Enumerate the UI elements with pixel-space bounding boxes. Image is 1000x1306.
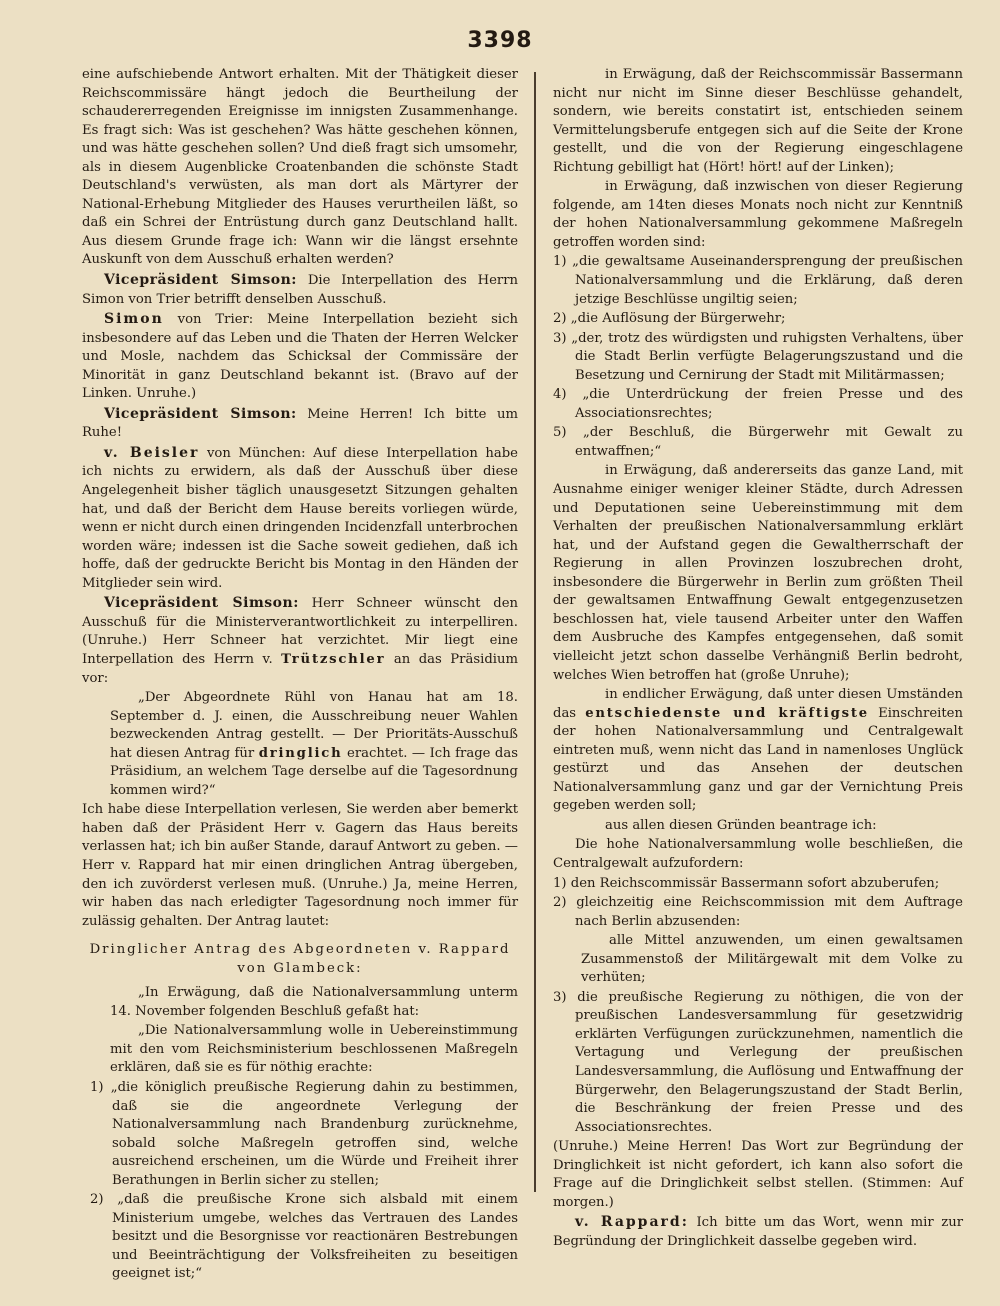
paragraph: in Erwägung, daß inzwischen von dieser Regierung folgende, am 14ten dieses Monats noch nicht zur Kenntniß der hohen Nationalversammlung gekommene Maßregeln getroffen worden sind: <box>553 179 963 250</box>
paragraph-text: in endlicher Erwägung, daß unter diesen Umständen das <box>553 687 963 721</box>
item-text: den Reichscommissär Bassermann sofort abzuberufen; <box>570 875 940 891</box>
speaker-name: v. Rappard: <box>575 1214 689 1231</box>
numbered-item <box>553 386 963 423</box>
item-number: 5) <box>553 425 567 441</box>
speaker-name: Simon <box>104 311 164 328</box>
paragraph-text: Meine Herren! Ich bitte um Ruhe! <box>82 406 518 441</box>
paragraph-text: von München: Auf diese Interpellation habe ich nichts zu erwidern, als daß der Ausschuß über diese Angelegenheit bisher täglich unausgesetzt Sitzungen gehalten hat, und daß der Bericht dem Hause bereits vorliegen würde, wenn er nicht durch einen dringenden Incidenzfall unterbrochen worden wäre; indessen ist die Sache soweit gediehen, daß ich hoffe, daß der gedruckte Bericht bis Montag in den Händen der Mitglieder sein wird. <box>82 445 518 591</box>
paragraph-text: an das Präsidium vor: <box>82 651 518 686</box>
speaker-name: Vicepräsident Simson: <box>104 272 297 289</box>
paragraph: eine aufschiebende Antwort erhalten. Mit der Thätigkeit dieser Reichscommissäre hängt jedoch die Beurtheilung der schaudererregenden Ereignisse im innigsten Zusammenhange. Es fragt sich: Was ist geschehen? Was hätte geschehen können, und was hätte geschehen sollen? Und dieß fragt sich umsomehr, als in diesem Augenblicke Croatenbanden die schönste Stadt Deutschland's verwüsten, als man dort als Märtyrer der National-Erhebung Mitglieder des Hauses verurtheilen läßt, so daß ein Schrei der Entrüstung durch ganz Deutschland hallt. Aus diesem Grunde frage ich: Wann wir die längst ersehnte Auskunft von dem Ausschuß erhalten werden? <box>82 67 518 268</box>
numbered-item <box>82 1079 518 1190</box>
item-number: 2) <box>553 311 567 327</box>
item-text: „die königlich preußische Regierung dahin zu bestimmen, daß sie die angeordnete Verlegung der Nationalversammlung nach Brandenburg zurücknehme, sobald solche Maßregeln getroffen sind, welche ausreichend erscheinen, um die Würde und Freiheit ihrer Berathungen in Berlin sicher zu stellen; <box>110 1079 518 1188</box>
paragraph <box>82 594 518 688</box>
speaker-name: Vicepräsident Simson: <box>104 595 299 612</box>
page-number: 3398 <box>467 28 533 53</box>
item-text: „die gewaltsame Auseinandersprengung der preußischen Nationalversammlung und die Erklärung, daß deren jetzige Beschlüsse ungiltig seien; <box>572 254 963 307</box>
numbered-item <box>82 1191 518 1284</box>
paragraph: „Die Nationalversammlung wolle in Uebereinstimmung mit den vom Reichsministerium beschlossenen Maßregeln erklären, daß sie es für nöthig erachte: <box>110 1023 518 1076</box>
item-text: „der Beschluß, die Bürgerwehr mit Gewalt zu entwaffnen;“ <box>575 425 963 459</box>
item-number: 1) <box>553 875 567 891</box>
item-number: 1) <box>553 254 567 270</box>
numbered-item <box>553 989 963 1137</box>
motion-title: Dringlicher Antrag des Abgeordneten v. Rappard von Glambeck: <box>89 942 511 976</box>
paragraph-text: „Der Abgeordnete Rühl von Hanau hat am 18. September d. J. einen, die Ausschreibung neuer Wahlen bezweckenden Antrag gestellt. — Der Prioritäts-Ausschuß hat diesen Antrag für <box>110 690 518 761</box>
item-number: 1) <box>90 1079 104 1095</box>
paragraph: Ich habe diese Interpellation verlesen, Sie werden aber bemerkt haben daß der Präsident Herr v. Gagern das Haus bereits verlassen hat; ich bin außer Stande, darauf Antwort zu geben. — Herr v. Rappard hat mir einen dringlichen Antrag übergeben, den ich zuvörderst verlesen muß. (Unruhe.) Ja, meine Herren, wir haben das nach erledigter Tagesordnung noch immer für zulässig gehalten. Der Antrag lautet: <box>82 802 518 929</box>
numbered-item <box>553 330 963 386</box>
item-text: die preußische Regierung zu nöthigen, die von der preußischen Landesversammlung für gesetzwidrig erklärten Verfügungen zurückzunehmen, namentlich die Vertagung und Verlegung der preußischen Landesversammlung, die Auflösung und Entwaffnung der Bürgerwehr, den Belagerungszustand der Stadt Berlin, die Beschränkung der freien Presse und des Associationsrechtes. <box>575 989 963 1135</box>
quoted-interpellation <box>82 689 518 800</box>
paragraph: in Erwägung, daß der Reichscommissär Bassermann nicht nur nicht im Sinne dieser Beschlüsse gehandelt, sondern, wie bereits constatirt ist, entschieden seinem Vermittelungsberufe entgegen sich auf die Seite der Krone gestellt, und die von der Regierung eingeschlagene Richtung gebilligt hat (Hört! hört! auf der Linken); <box>553 67 963 175</box>
paragraph: „In Erwägung, daß die Nationalversammlung unterm 14. November folgenden Beschluß gefaßt hat: <box>110 985 518 1019</box>
paragraph-text: von Trier: Meine Interpellation bezieht sich insbesondere auf das Leben und die Thaten der Herren Welcker und Mosle, nachdem das Schicksal der Commissäre der Minorität in ganz Deutschland bekannt ist. (Bravo auf der Linken. Unruhe.) <box>82 312 518 402</box>
item-number: 3) <box>553 989 567 1005</box>
item-number: 2) <box>553 895 567 911</box>
paragraph: (Unruhe.) Meine Herren! Das Wort zur Begründung der Dringlichkeit ist nicht gefordert, ich kann also sofort die Frage auf die Dringlichkeit selbst stellen. (Stimmen: Auf morgen.) <box>553 1139 963 1210</box>
paragraph: alle Mittel anzuwenden, um einen gewaltsamen Zusammenstoß der Militärgewalt mit dem Volke zu verhüten; <box>581 933 963 986</box>
item-text: „die Auflösung der Bürgerwehr; <box>570 311 786 327</box>
paragraph-text: Einschreiten der hohen Nationalversammlung und Centralgewalt eintreten muß, wenn nicht das Land in namenloses Unglück gestürzt und das Ansehen der deutschen Nationalversammlung ganz und gar der Vernichtung Preis gegeben werden soll; <box>553 705 963 814</box>
item-text: „die Unterdrückung der freien Presse und des Associationsrechtes; <box>575 387 963 421</box>
item-text: „daß die preußische Krone sich alsbald mit einem Ministerium umgebe, welches das Vertrauen des Landes besitzt und die Besorgnisse vor reactionären Bestrebungen und Beeinträchtigung der Volksfreiheiten zu beseitigen geeignet ist;“ <box>112 1192 518 1282</box>
emphasized-phrase: entschiedenste und kräftigste <box>585 705 869 721</box>
paragraph <box>553 1213 963 1251</box>
paragraph <box>82 405 518 443</box>
emphasized-word: dringlich <box>258 745 343 761</box>
speaker-name: v. Beisler <box>104 444 200 461</box>
paragraph: Die hohe Nationalversammlung wolle beschließen, die Centralgewalt aufzufordern: <box>553 837 963 871</box>
paragraph <box>82 444 518 593</box>
paragraph <box>82 310 518 404</box>
paragraph: in Erwägung, daß andererseits das ganze Land, mit Ausnahme einiger weniger kleiner Städte, durch Adressen und Deputationen seine Uebereinstimmung mit dem Verhalten der preußischen Nationalversammlung erklärt hat, und der Aufstand gegen die Gewaltherrschaft der Regierung in allen Provinzen loszubrechen droht, insbesondere die Bürgerwehr in Berlin zum größten Theil der gewaltsamen Entwaffnung Gewalt entgegenzusetzen beschlossen hat, viele tausend Arbeiter unter den Waffen dem Ausbruche des Kampfes entgegensehen, daß somit vielleicht jetzt schon dasselbe Verhängniß Berlin bedroht, welches Wien betroffen hat (große Unruhe); <box>553 463 963 683</box>
numbered-item <box>553 894 963 931</box>
numbered-item <box>553 310 963 329</box>
item-number: 4) <box>553 387 567 403</box>
emphasized-name: Trützschler <box>281 651 386 667</box>
item-text: gleichzeitig eine Reichscommission mit dem Auftrage nach Berlin abzusenden: <box>575 895 963 929</box>
numbered-item <box>553 875 963 894</box>
column-divider <box>534 72 536 1192</box>
item-number: 3) <box>553 330 567 346</box>
paragraph-text: Die Interpellation des Herrn Simon von Trier betrifft denselben Ausschuß. <box>82 273 518 307</box>
paragraph <box>553 686 963 816</box>
left-column <box>82 66 518 1285</box>
item-text: „der, trotz des würdigsten und ruhigsten Verhaltens, über die Stadt Berlin verfügte Belagerungszustand und die Besetzung und Cernirung der Stadt mit Militärmassen; <box>571 330 963 383</box>
paragraph: aus allen diesen Gründen beantrage ich: <box>605 817 877 833</box>
paragraph-text: erachtet. — Ich frage das Präsidium, an welchem Tage derselbe auf die Tagesordnung kommen wird?“ <box>110 745 518 798</box>
numbered-item <box>553 253 963 309</box>
paragraph-text: Ich bitte um das Wort, wenn mir zur Begründung der Dringlichkeit dasselbe gegeben wird. <box>553 1215 963 1249</box>
speaker-name: Vicepräsident Simson: <box>104 405 297 422</box>
numbered-item <box>553 424 963 461</box>
paragraph-text: Herr Schneer wünscht den Ausschuß für die Ministerverantwortlichkeit zu interpelliren. (Unruhe.) Herr Schneer hat verzichtet. Mir liegt eine Interpellation des Herrn v. <box>82 596 518 667</box>
paragraph <box>82 271 518 309</box>
right-column <box>553 66 963 1252</box>
item-number: 2) <box>90 1192 104 1208</box>
